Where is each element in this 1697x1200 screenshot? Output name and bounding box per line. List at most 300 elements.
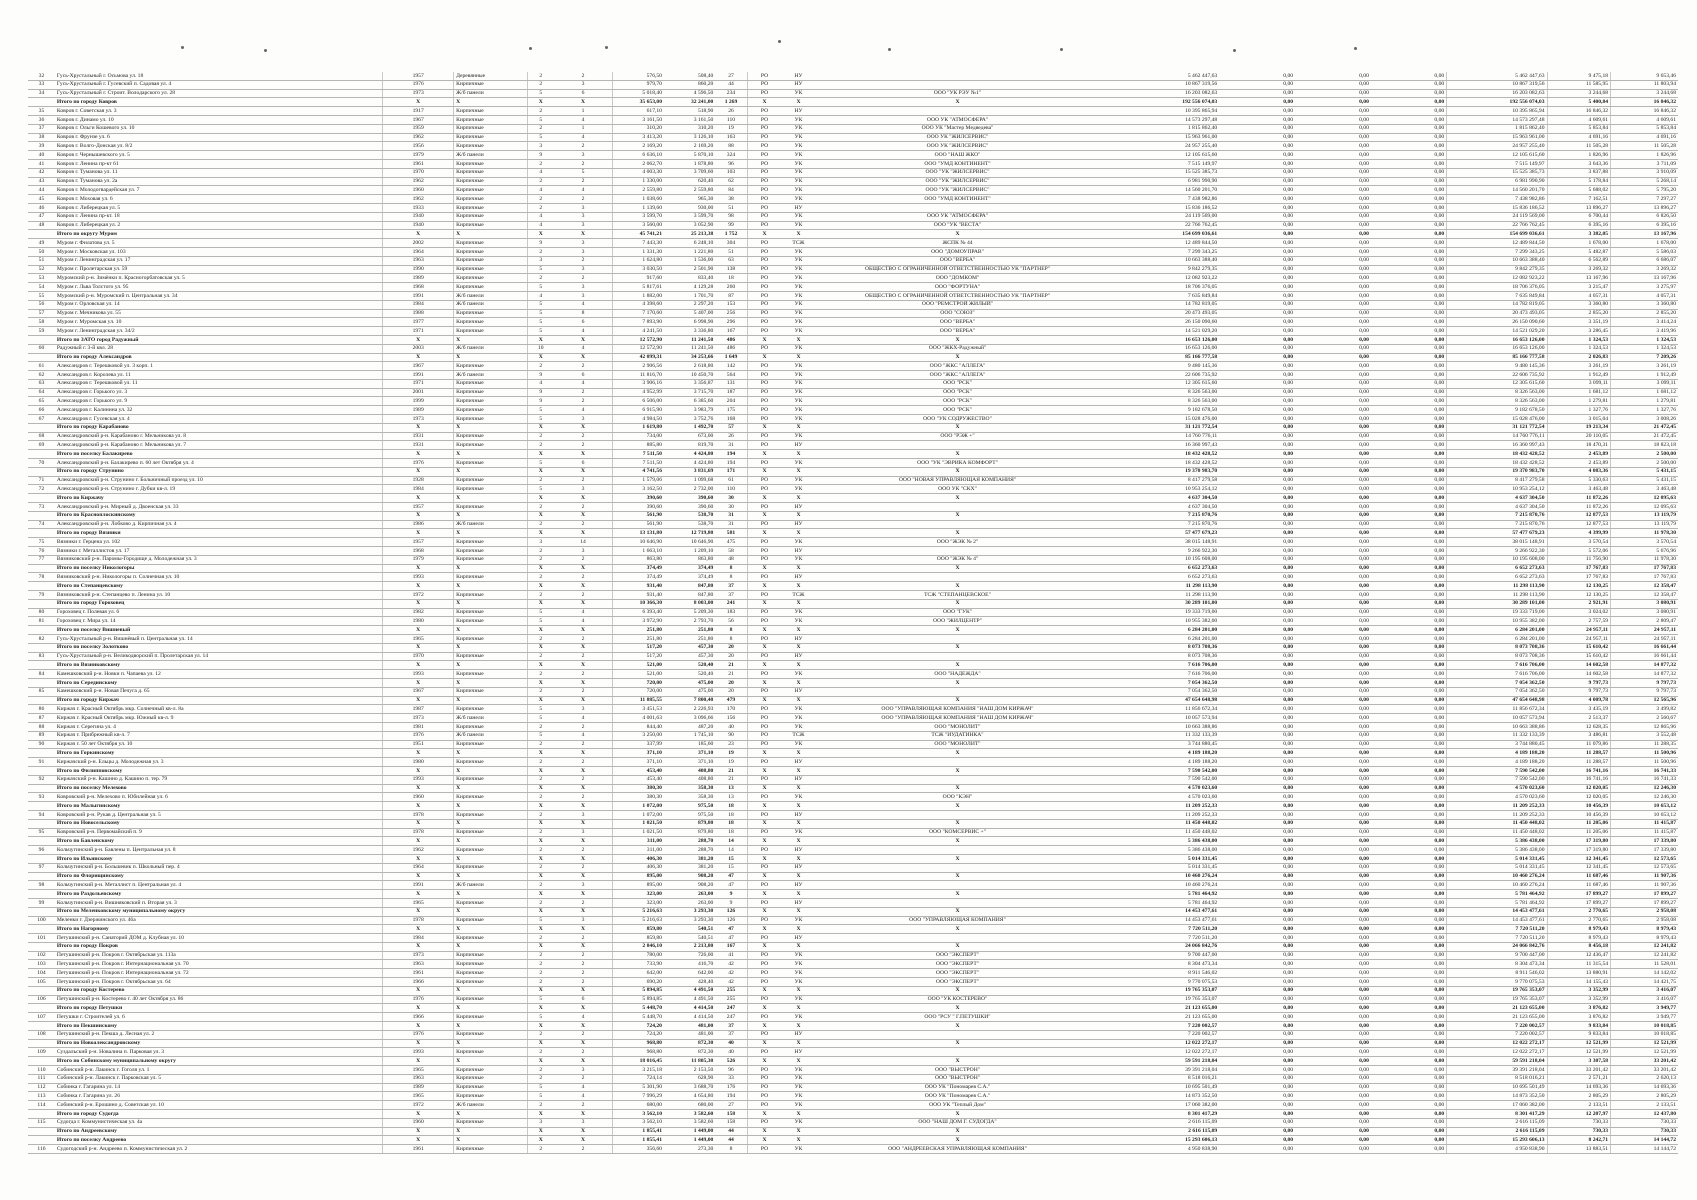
residents-cell: 19 <box>715 758 747 767</box>
fund-source-1-cell: 0,00 <box>1219 547 1295 556</box>
floors-cell: X <box>527 335 554 344</box>
max-unit-cost-cell: 12 521,99 <box>1611 1039 1678 1048</box>
total-area-cell: 724,14 <box>613 1074 664 1083</box>
fund-method-cell: РО <box>747 89 781 98</box>
fund-source-2-cell: 0,00 <box>1295 582 1371 591</box>
total-area-cell: 337,99 <box>613 740 664 749</box>
year-cell: 1991 <box>383 371 454 380</box>
living-area-cell: 371,10 <box>664 758 715 767</box>
fund-method-cell: РО <box>747 573 781 582</box>
wall-material-cell: X <box>454 353 527 362</box>
residents-cell: 13 <box>715 793 747 802</box>
address-cell: Петушинский р-н. Покров г. Октябрьская ул. 64 <box>55 978 383 987</box>
table-row <box>28 547 1678 556</box>
unit-cost-cell: 11 288,57 <box>1547 749 1611 758</box>
fund-source-3-cell: 0,00 <box>1371 397 1447 406</box>
management-type-cell: X <box>781 1136 815 1145</box>
fund-source-2-cell: 0,00 <box>1295 793 1371 802</box>
living-area-cell: 390,60 <box>664 503 715 512</box>
living-area-cell: 2 226,93 <box>664 705 715 714</box>
address-cell: Гусь-Хрустальный г. Строит. Володарского ул. 28 <box>55 89 383 98</box>
managing-org-cell: ООО "НАШ ДОМ Г. СУДОГДА" <box>816 1118 1100 1127</box>
unit-cost-cell: 8 979,43 <box>1547 934 1611 943</box>
residents-cell: 8 <box>715 1145 747 1154</box>
total-cost-cell: 14 873 352,50 <box>1447 1092 1547 1101</box>
num-cell <box>28 643 55 652</box>
unit-cost-cell: 10 456,39 <box>1547 802 1611 811</box>
unit-cost-cell: 19 213,34 <box>1547 423 1611 432</box>
total-area-cell: 18 016,45 <box>613 1057 664 1066</box>
fund-source-3-cell: 0,00 <box>1371 766 1447 775</box>
unit-cost-cell: 8 456,18 <box>1547 942 1611 951</box>
max-unit-cost-cell: 6 686,07 <box>1611 256 1678 265</box>
unit-cost-cell: 17 899,27 <box>1547 890 1611 899</box>
total-area-cell: 6 393,40 <box>613 608 664 617</box>
floors-cell: 2 <box>527 547 554 556</box>
fund-source-2-cell: 0,00 <box>1295 265 1371 274</box>
floors-cell: 9 <box>527 371 554 380</box>
entrances-cell: X <box>554 907 613 916</box>
fund-source-2-cell: 0,00 <box>1295 599 1371 608</box>
year-cell: 1993 <box>383 1048 454 1057</box>
residents-cell: 103 <box>715 168 747 177</box>
fund-source-2-cell: 0,00 <box>1295 98 1371 107</box>
subtotal-row <box>28 450 1678 459</box>
year-cell: X <box>383 1110 454 1119</box>
fund-source-3-cell: 0,00 <box>1371 881 1447 890</box>
wall-material-cell: Кирпичные <box>454 80 527 89</box>
total-cost-cell: 15 963 961,00 <box>1447 133 1547 142</box>
subtotal-row <box>28 1022 1678 1031</box>
entrances-cell: X <box>554 854 613 863</box>
entrances-cell: 3 <box>554 203 613 212</box>
total-cost-cell: 2 616 115,09 <box>1447 1127 1547 1136</box>
fund-source-3-cell: 0,00 <box>1371 591 1447 600</box>
floors-cell: 2 <box>527 1066 554 1075</box>
floors-cell: 5 <box>527 714 554 723</box>
management-type-cell: УК <box>781 555 815 564</box>
living-area-cell: 620,40 <box>664 177 715 186</box>
wall-material-cell: Кирпичные <box>454 212 527 221</box>
total-cost-cell: 85 166 777,58 <box>1447 353 1547 362</box>
living-area-cell: 408,80 <box>664 775 715 784</box>
total-cost-cell: 12 082 923,22 <box>1447 274 1547 283</box>
fund-method-cell: РО <box>747 758 781 767</box>
residents-cell: 37 <box>715 1022 747 1031</box>
managing-org-cell <box>816 635 1100 644</box>
fund-source-1-cell: 0,00 <box>1219 872 1295 881</box>
managing-org-cell: ООО "ЖЭК № 2" <box>816 538 1100 547</box>
entrances-cell: 3 <box>554 221 613 230</box>
residents-cell: 8 <box>715 626 747 635</box>
total-area-cell: 1 624,80 <box>613 256 664 265</box>
address-cell: Муром г. Мечникова ул. 55 <box>55 309 383 318</box>
unit-cost-cell: 9 797,73 <box>1547 687 1611 696</box>
max-unit-cost-cell: 13 167,96 <box>1611 230 1678 239</box>
total-cost-cell: 17 060 382,00 <box>1447 1101 1547 1110</box>
residents-cell: 9 <box>715 890 747 899</box>
floors-cell: 4 <box>527 221 554 230</box>
unit-cost-cell: 20 110,05 <box>1547 432 1611 441</box>
total-area-cell: 251,80 <box>613 626 664 635</box>
fund-source-3-cell: 0,00 <box>1371 1145 1447 1154</box>
fund-method-cell: РО <box>747 1083 781 1092</box>
managing-org-cell: ООО "УК КОСТЕРЕВО" <box>816 995 1100 1004</box>
fund-method-cell: РО <box>747 1074 781 1083</box>
fund-source-3-cell: 0,00 <box>1371 72 1447 80</box>
fund-source-2-cell: 0,00 <box>1295 291 1371 300</box>
management-type-cell: X <box>781 1022 815 1031</box>
repair-cost-cell: 14 760 776,11 <box>1099 432 1219 441</box>
num-cell: 81 <box>28 617 55 626</box>
fund-source-2-cell: 0,00 <box>1295 1110 1371 1119</box>
wall-material-cell: Кирпичные <box>454 670 527 679</box>
table-row <box>28 846 1678 855</box>
fund-source-3-cell: 0,00 <box>1371 344 1447 353</box>
max-unit-cost-cell: 3 419,96 <box>1611 327 1678 336</box>
unit-cost-cell: 4 009,78 <box>1547 696 1611 705</box>
managing-org-cell: ООО "ЖЭК № 4" <box>816 555 1100 564</box>
address-cell: Александровский р-н. Лобково д. Кирпичная ул. 4 <box>55 520 383 529</box>
repair-cost-cell: 18 432 428,52 <box>1099 450 1219 459</box>
table-row <box>28 256 1678 265</box>
entrances-cell: 3 <box>554 810 613 819</box>
max-unit-cost-cell: 11 978,30 <box>1611 529 1678 538</box>
living-area-cell: 10 450,70 <box>664 371 715 380</box>
total-area-cell: 12 572,90 <box>613 335 664 344</box>
living-area-cell: 680,00 <box>664 1101 715 1110</box>
total-area-cell: 517,20 <box>613 643 664 652</box>
floors-cell: X <box>527 942 554 951</box>
fund-method-cell: X <box>747 784 781 793</box>
wall-material-cell: Ж/б панели <box>454 300 527 309</box>
wall-material-cell: Кирпичные <box>454 775 527 784</box>
max-unit-cost-cell: 12 246,30 <box>1611 784 1678 793</box>
year-cell: 1973 <box>383 89 454 98</box>
living-area-cell: 5 209,30 <box>664 608 715 617</box>
managing-org-cell: ООО "ДОМКОМ" <box>816 274 1100 283</box>
num-cell <box>28 942 55 951</box>
fund-source-3-cell: 0,00 <box>1371 133 1447 142</box>
total-cost-cell: 4 189 188,20 <box>1447 749 1547 758</box>
subtotal-row <box>28 230 1678 239</box>
max-unit-cost-cell: 4 057,31 <box>1611 291 1678 300</box>
max-unit-cost-cell: 11 500,96 <box>1611 749 1678 758</box>
num-cell: 114 <box>28 1101 55 1110</box>
management-type-cell: УК <box>781 608 815 617</box>
floors-cell: X <box>527 1022 554 1031</box>
repair-cost-cell: 7 299 343,25 <box>1099 247 1219 256</box>
fund-method-cell: X <box>747 1057 781 1066</box>
fund-source-2-cell: 0,00 <box>1295 344 1371 353</box>
repair-cost-cell: 21 123 655,00 <box>1099 1013 1219 1022</box>
living-area-cell: 872,30 <box>664 1039 715 1048</box>
wall-material-cell: X <box>454 766 527 775</box>
unit-cost-cell: 13 896,27 <box>1547 203 1611 212</box>
unit-cost-cell: 12 877,53 <box>1547 511 1611 520</box>
table-row <box>28 441 1678 450</box>
year-cell: 1970 <box>383 168 454 177</box>
table-row <box>28 388 1678 397</box>
fund-source-3-cell: 0,00 <box>1371 265 1447 274</box>
floors-cell: 5 <box>527 1083 554 1092</box>
year-cell: 1967 <box>383 362 454 371</box>
max-unit-cost-cell: 16 846,32 <box>1611 107 1678 116</box>
managing-org-cell: ООО "МОНОЛИТ" <box>816 740 1100 749</box>
residents-cell: 42 <box>715 978 747 987</box>
address-cell: Гусь-Хрустальный р-н. Великодворский п. Пролетарская ул. 14 <box>55 652 383 661</box>
management-type-cell: УК <box>781 300 815 309</box>
unit-cost-cell: 12 130,25 <box>1547 591 1611 600</box>
num-cell: 63 <box>28 379 55 388</box>
unit-cost-cell: 3 307,58 <box>1547 1057 1611 1066</box>
managing-org-cell: ООО "УК "ЭВРИКА КОМФОРТ" <box>816 459 1100 468</box>
residents-cell: 13 <box>715 784 747 793</box>
fund-source-2-cell: 0,00 <box>1295 547 1371 556</box>
total-area-cell: 859,80 <box>613 934 664 943</box>
address-cell: Александровский р-н. Карабаново г. Мельникова ул. 8 <box>55 432 383 441</box>
repair-cost-cell: 19 765 353,07 <box>1099 995 1219 1004</box>
total-area-cell: 3 162,50 <box>613 485 664 494</box>
floors-cell: 9 <box>527 239 554 248</box>
management-type-cell: X <box>781 854 815 863</box>
max-unit-cost-cell: 2 809,47 <box>1611 617 1678 626</box>
fund-source-2-cell: 0,00 <box>1295 1101 1371 1110</box>
management-type-cell: УК <box>781 265 815 274</box>
fund-source-3-cell: 0,00 <box>1371 722 1447 731</box>
managing-org-cell: ООО "ЖКХ-Радужный" <box>816 344 1100 353</box>
address-cell: Киржач г. Красный Октябрь мкр. Южный кв-л. 9 <box>55 714 383 723</box>
table-row <box>28 978 1678 987</box>
unit-cost-cell: 24 957,11 <box>1547 635 1611 644</box>
fund-source-2-cell: 0,00 <box>1295 441 1371 450</box>
fund-source-1-cell: 0,00 <box>1219 151 1295 160</box>
fund-method-cell: РО <box>747 520 781 529</box>
total-cost-cell: 10 953 254,12 <box>1447 485 1547 494</box>
total-cost-cell: 11 298 113,90 <box>1447 582 1547 591</box>
managing-org-cell <box>816 846 1100 855</box>
living-area-cell: 872,30 <box>664 1048 715 1057</box>
fund-source-2-cell: 0,00 <box>1295 766 1371 775</box>
repair-cost-cell: 7 515 149,97 <box>1099 159 1219 168</box>
wall-material-cell: Кирпичные <box>454 186 527 195</box>
management-type-cell: УК <box>781 221 815 230</box>
repair-cost-cell: 15 293 606,13 <box>1099 1136 1219 1145</box>
living-area-cell: 520,40 <box>664 661 715 670</box>
fund-source-2-cell: 0,00 <box>1295 309 1371 318</box>
entrances-cell: 2 <box>554 441 613 450</box>
living-area-cell: 1 536,00 <box>664 256 715 265</box>
repair-cost-cell: 4 570 023,60 <box>1099 784 1219 793</box>
entrances-cell: 1 <box>554 124 613 133</box>
residents-cell: 110 <box>715 485 747 494</box>
fund-method-cell: X <box>747 1136 781 1145</box>
entrances-cell: 2 <box>554 863 613 872</box>
total-area-cell: 561,90 <box>613 520 664 529</box>
total-cost-cell: 11 450 448,02 <box>1447 828 1547 837</box>
fund-source-1-cell: 0,00 <box>1219 635 1295 644</box>
living-area-cell: 2 732,00 <box>664 485 715 494</box>
unit-cost-cell: 8 979,43 <box>1547 925 1611 934</box>
entrances-cell: 2 <box>554 846 613 855</box>
entrances-cell: X <box>554 661 613 670</box>
unit-cost-cell: 6 395,16 <box>1547 221 1611 230</box>
fund-source-1-cell: 0,00 <box>1219 239 1295 248</box>
year-cell: 1940 <box>383 221 454 230</box>
fund-source-2-cell: 0,00 <box>1295 802 1371 811</box>
address-cell: Ковровский р-н. Рукав д. Центральная ул. 5 <box>55 810 383 819</box>
fund-method-cell: РО <box>747 503 781 512</box>
residents-cell: 1 269 <box>715 98 747 107</box>
fund-source-1-cell: 0,00 <box>1219 1074 1295 1083</box>
fund-source-1-cell: 0,00 <box>1219 810 1295 819</box>
residents-cell: 56 <box>715 617 747 626</box>
managing-org-cell: ООО "УК "ЖИЛСЕРВИС" <box>816 168 1100 177</box>
total-area-cell: 979,70 <box>613 80 664 89</box>
num-cell <box>28 335 55 344</box>
total-area-cell: 724,20 <box>613 1022 664 1031</box>
num-cell <box>28 696 55 705</box>
table-row <box>28 1030 1678 1039</box>
residents-cell: 31 <box>715 441 747 450</box>
floors-cell: 2 <box>527 159 554 168</box>
repair-cost-cell: 12 489 844,50 <box>1099 239 1219 248</box>
fund-source-3-cell: 0,00 <box>1371 573 1447 582</box>
living-area-cell: 3 356,87 <box>664 379 715 388</box>
total-cost-cell: 10 663 388,40 <box>1447 256 1547 265</box>
total-cost-cell: 9 480 145,36 <box>1447 362 1547 371</box>
table-row <box>28 247 1678 256</box>
fund-source-3-cell: 0,00 <box>1371 872 1447 881</box>
managing-org-cell: ООО "ЭКСПЕРТ" <box>816 951 1100 960</box>
repair-cost-cell: 4 950 838,90 <box>1099 1145 1219 1154</box>
residents-cell: 31 <box>715 520 747 529</box>
fund-source-2-cell: 0,00 <box>1295 107 1371 116</box>
repair-cost-cell: 4 637 304,50 <box>1099 494 1219 503</box>
floors-cell: 4 <box>527 186 554 195</box>
unit-cost-cell: 7 162,51 <box>1547 195 1611 204</box>
living-area-cell: 1 701,70 <box>664 291 715 300</box>
fund-method-cell: X <box>747 1022 781 1031</box>
management-type-cell: УК <box>781 828 815 837</box>
total-area-cell: 4 398,60 <box>613 300 664 309</box>
fund-source-1-cell: 0,00 <box>1219 942 1295 951</box>
fund-source-2-cell: 0,00 <box>1295 573 1371 582</box>
fund-method-cell: X <box>747 854 781 863</box>
total-area-cell: 311,00 <box>613 846 664 855</box>
management-type-cell: X <box>781 837 815 846</box>
unit-cost-cell: 3 876,82 <box>1547 1013 1611 1022</box>
unit-cost-cell: 2 133,51 <box>1547 1101 1611 1110</box>
max-unit-cost-cell: 9 797,73 <box>1611 678 1678 687</box>
entrances-cell: 6 <box>554 371 613 380</box>
fund-source-1-cell: 0,00 <box>1219 951 1295 960</box>
num-cell <box>28 1110 55 1119</box>
fund-source-3-cell: 0,00 <box>1371 986 1447 995</box>
repair-cost-cell: 22 766 762,45 <box>1099 221 1219 230</box>
year-cell: 1961 <box>383 969 454 978</box>
repair-cost-cell: 24 119 569,00 <box>1099 212 1219 221</box>
fund-source-2-cell: 0,00 <box>1295 177 1371 186</box>
total-cost-cell: 16 203 082,63 <box>1447 89 1547 98</box>
total-area-cell: 1 330,00 <box>613 177 664 186</box>
fund-source-3-cell: 0,00 <box>1371 318 1447 327</box>
total-area-cell: 3 562,10 <box>613 1110 664 1119</box>
managing-org-cell: ООО "КОМСЕРВИС +" <box>816 828 1100 837</box>
managing-org-cell <box>816 881 1100 890</box>
repair-cost-cell: 3 744 880,45 <box>1099 740 1219 749</box>
unit-cost-cell: 2 453,89 <box>1547 450 1611 459</box>
living-area-cell: 288,70 <box>664 846 715 855</box>
entrances-cell: 2 <box>554 397 613 406</box>
unit-cost-cell: 3 570,54 <box>1547 538 1611 547</box>
fund-source-1-cell: 0,00 <box>1219 177 1295 186</box>
residents-cell: 171 <box>715 467 747 476</box>
total-cost-cell: 12 105 615,60 <box>1447 151 1547 160</box>
fund-source-3-cell: 0,00 <box>1371 564 1447 573</box>
address-cell: Ковров г. Туманова ул. 2а <box>55 177 383 186</box>
fund-source-3-cell: 0,00 <box>1371 890 1447 899</box>
table-row <box>28 1074 1678 1083</box>
wall-material-cell: X <box>454 494 527 503</box>
fund-source-2-cell: 0,00 <box>1295 133 1371 142</box>
entrances-cell: 8 <box>554 309 613 318</box>
year-cell: 1986 <box>383 520 454 529</box>
living-area-cell: 518,90 <box>664 107 715 116</box>
total-area-cell: 323,00 <box>613 898 664 907</box>
year-cell: 1976 <box>383 459 454 468</box>
wall-material-cell: Кирпичные <box>454 203 527 212</box>
management-type-cell: УК <box>781 309 815 318</box>
fund-source-2-cell: 0,00 <box>1295 995 1371 1004</box>
fund-source-2-cell: 0,00 <box>1295 643 1371 652</box>
residents-cell: 27 <box>715 72 747 80</box>
living-area-cell: 2 153,50 <box>664 1066 715 1075</box>
table-row <box>28 687 1678 696</box>
fund-source-2-cell: 0,00 <box>1295 828 1371 837</box>
fund-source-3-cell: 0,00 <box>1371 1039 1447 1048</box>
fund-method-cell: РО <box>747 300 781 309</box>
total-area-cell: 3 413,20 <box>613 133 664 142</box>
fund-source-1-cell: 0,00 <box>1219 195 1295 204</box>
num-cell: 111 <box>28 1074 55 1083</box>
num-cell: 61 <box>28 362 55 371</box>
fund-source-2-cell: 0,00 <box>1295 810 1371 819</box>
fund-source-3-cell: 0,00 <box>1371 995 1447 1004</box>
total-cost-cell: 4 637 304,50 <box>1447 503 1547 512</box>
wall-material-cell: Кирпичные <box>454 1118 527 1127</box>
address-cell: Александровский р-н. Карабаново г. Мельникова ул. 7 <box>55 441 383 450</box>
managing-org-cell <box>816 80 1100 89</box>
floors-cell: 2 <box>527 177 554 186</box>
managing-org-cell: X <box>816 626 1100 635</box>
year-cell: 1959 <box>383 124 454 133</box>
num-cell: 91 <box>28 758 55 767</box>
total-area-cell: 7 996,29 <box>613 1092 664 1101</box>
repair-cost-cell: 14 573 297,48 <box>1099 115 1219 124</box>
max-unit-cost-cell: 12 246,30 <box>1611 793 1678 802</box>
fund-method-cell: РО <box>747 978 781 987</box>
floors-cell: X <box>527 890 554 899</box>
repair-cost-cell: 7 616 706,00 <box>1099 670 1219 679</box>
managing-org-cell: ООО "ЖИЛЦЕНТР" <box>816 617 1100 626</box>
num-cell: 66 <box>28 406 55 415</box>
fund-source-1-cell: 0,00 <box>1219 353 1295 362</box>
total-cost-cell: 19 370 983,70 <box>1447 467 1547 476</box>
residents-cell: 18 <box>715 802 747 811</box>
max-unit-cost-cell: 3 275,97 <box>1611 283 1678 292</box>
residents-cell: 40 <box>715 722 747 731</box>
